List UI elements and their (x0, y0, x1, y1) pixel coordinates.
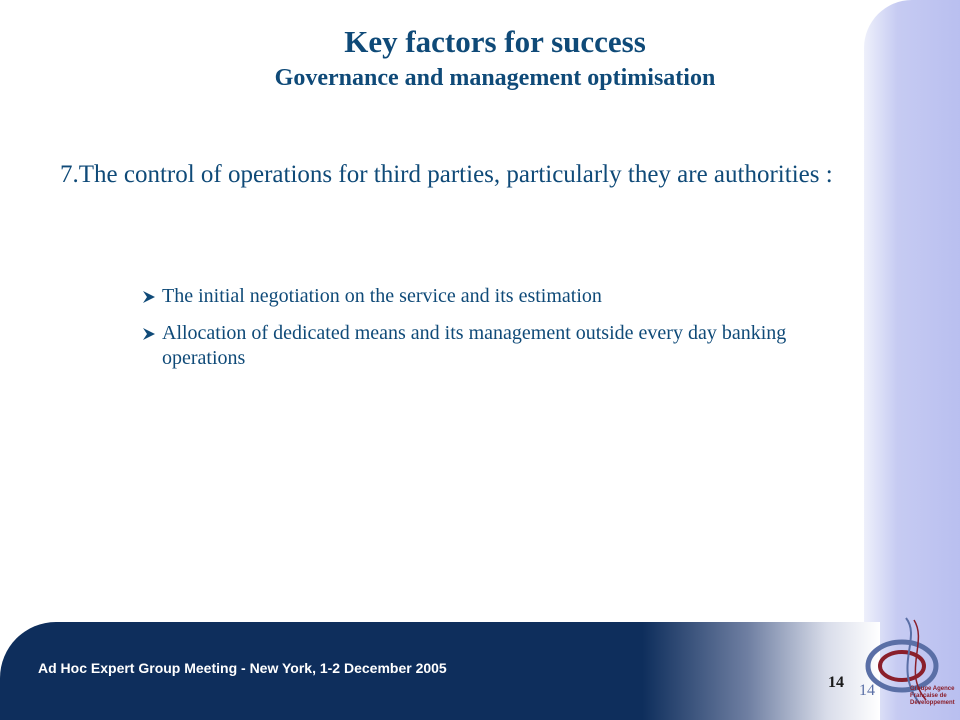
logo-caption-line: Développement (910, 700, 955, 706)
bullet-list (142, 284, 842, 383)
arrow-bullet-icon (142, 327, 156, 341)
slide-subtitle: Governance and management optimisation (274, 65, 716, 91)
page-number: 14 (828, 674, 844, 691)
bullet-item (142, 284, 842, 309)
arrow-bullet-icon (142, 290, 156, 304)
footer-event-text: Ad Hoc Expert Group Meeting - New York, 1-2 December 2005 (38, 660, 447, 676)
slide-title-block (120, 22, 870, 94)
slide-title: Key factors for success (344, 24, 646, 59)
page-number-secondary: 14 (859, 682, 875, 699)
logo-caption (910, 686, 960, 707)
logo-caption-line: Groupe Agence (910, 686, 955, 692)
bullet-item (142, 321, 842, 371)
logo-caption-line: Française de (910, 693, 947, 699)
body-paragraph: 7.The control of operations for third parties, particularly they are authorities : (60, 161, 833, 188)
bullet-text: Allocation of dedicated means and its management outside every day banking operations (162, 322, 787, 369)
bullet-text: The initial negotiation on the service and its estimation (162, 285, 602, 307)
